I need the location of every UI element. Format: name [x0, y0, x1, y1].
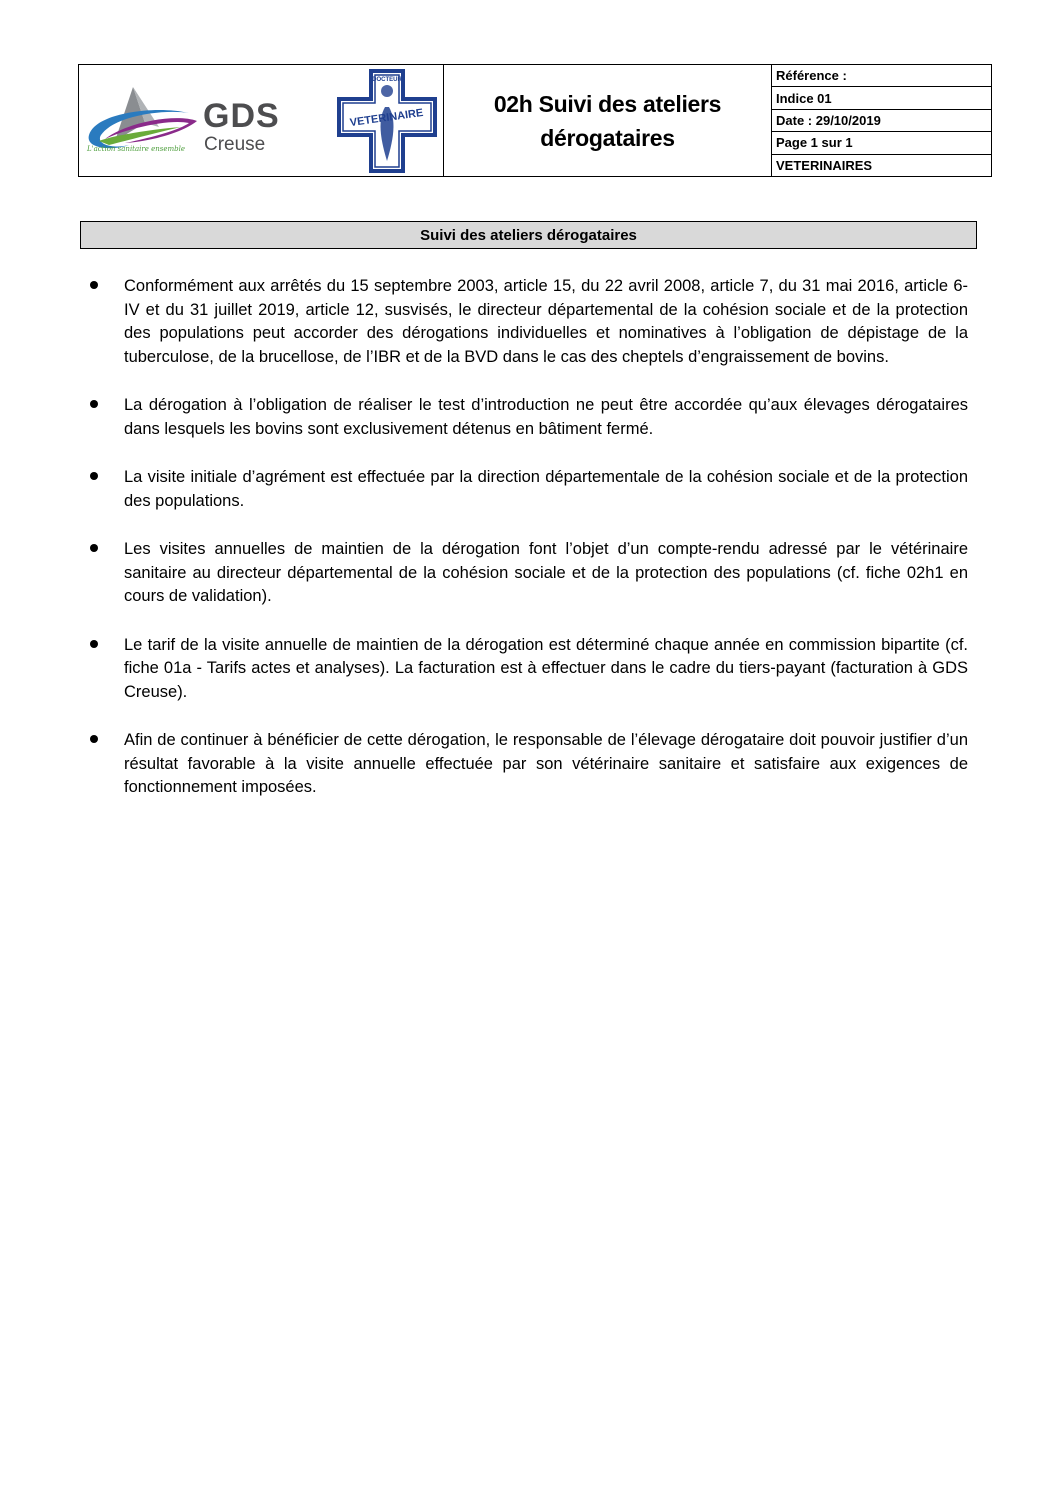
meta-indice: Indice 01	[772, 87, 991, 109]
bullet-icon	[90, 544, 98, 552]
logo-name: GDS	[203, 97, 280, 135]
list-item	[88, 729, 968, 800]
meta-date: Date : 29/10/2019	[772, 110, 991, 132]
vet-badge-main: VETERINAIRE	[349, 106, 425, 130]
list-item-text: La visite initiale d’agrément est effectuée par la direction départementale de la cohésion sociale et de la protection des populations.	[124, 468, 968, 510]
logo-cell	[79, 65, 444, 176]
list-item	[88, 394, 968, 441]
bullet-icon	[90, 472, 98, 480]
bullet-icon	[90, 735, 98, 743]
meta-reference: Référence :	[772, 65, 991, 87]
list-item-text: La dérogation à l’obligation de réaliser le test d’introduction ne peut être accordée qu’aux élevages dérogataires dans lesquels les bovins sont exclusivement détenus en bâtiment fermé.	[124, 396, 968, 438]
meta-category: VETERINAIRES	[776, 157, 873, 173]
logo-subname: Creuse	[204, 134, 266, 155]
vet-badge-top: DOCTEUR	[372, 77, 402, 83]
document-title-line2: dérogataires	[540, 124, 675, 151]
title-cell	[444, 65, 772, 176]
bullet-list	[88, 275, 968, 825]
logo-tagline: L'action sanitaire ensemble	[87, 145, 186, 153]
list-item-text: Afin de continuer à bénéficier de cette dérogation, le responsable de l’élevage dérogataire doit pouvoir justifier d’un résultat favorable à la visite annuelle effectuée par son vétérinaire sanitaire et satisfaire aux exigences de fonctionnement imposées.	[124, 731, 968, 796]
bullet-icon	[90, 400, 98, 408]
bullet-icon	[90, 281, 98, 289]
meta-page: Page 1 sur 1	[772, 132, 991, 154]
document-header	[78, 64, 992, 177]
meta-cell	[772, 65, 991, 176]
list-item	[88, 466, 968, 513]
list-item	[88, 634, 968, 705]
list-item	[88, 538, 968, 609]
list-item-text: Conformément aux arrêtés du 15 septembre 2003, article 15, du 22 avril 2008, article 7, du 31 mai 2016, article 6-IV et du 31 juillet 2019, article 12, susvisés, le directeur départemental de la cohésion sociale et de la protection des populations peut accorder des dérogations individuelles et nominatives à l’obligation de dépistage de la tuberculose, de la brucellose, de l’IBR et de la BVD dans le cas des cheptels d’engraissement de bovins.	[124, 277, 968, 366]
veterinary-cross-icon	[337, 69, 437, 173]
section-title: Suivi des ateliers dérogataires	[80, 221, 977, 249]
document-title-line1: 02h Suivi des ateliers	[493, 90, 722, 117]
list-item-text: Le tarif de la visite annuelle de maintien de la dérogation est déterminé chaque année en commission bipartite (cf. fiche 01a - Tarifs actes et analyses). La facturation est à effectuer dans le cadre du tiers-payant (facturation à GDS Creuse).	[124, 635, 968, 701]
list-item-text: Les visites annuelles de maintien de la dérogation font l’objet d’un compte-rendu adressé par le vétérinaire sanitaire au directeur départemental de la cohésion sociale et de la protection des populations (cf. fiche 02h1 en cours de validation).	[124, 540, 968, 605]
list-item	[88, 275, 968, 369]
bullet-icon	[90, 640, 98, 648]
